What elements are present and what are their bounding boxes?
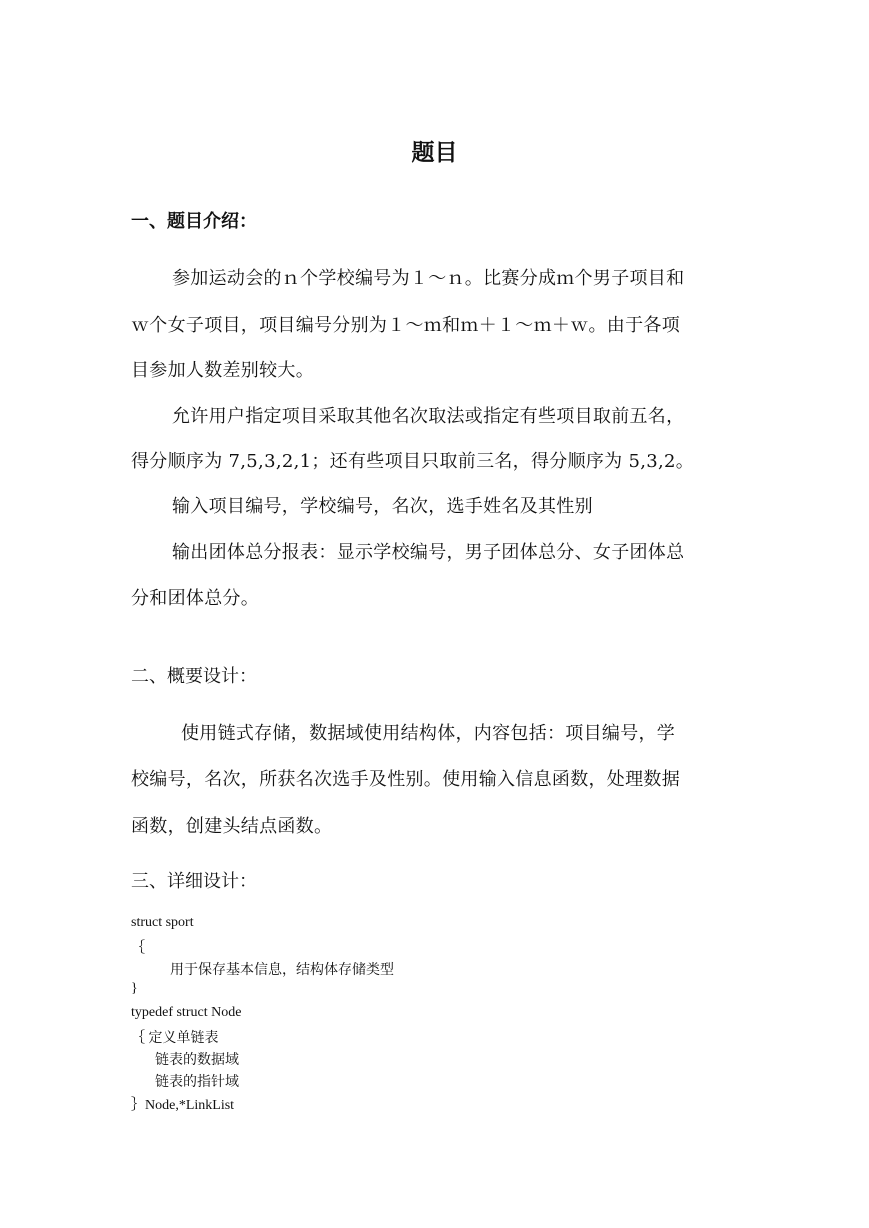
intro-line-4: 允许用户指定项目采取其他名次取法或指定有些项目取前五名，: [172, 406, 685, 427]
intro-line-3: 目参加人数差别较大。: [131, 360, 314, 381]
intro-line-1: 参加运动会的ｎ个学校编号为１～ｎ。比赛分成ｍ个男子项目和: [172, 268, 685, 289]
section-heading-detail: 三、详细设计：: [131, 871, 257, 892]
section-heading-intro: 一、题目介绍：: [131, 211, 257, 232]
code-line-2: ｛: [131, 941, 145, 956]
intro-line-8: 分和团体总分。: [131, 588, 260, 609]
overview-line-2: 校编号，名次，所获名次选手及性别。使用输入信息函数，处理数据: [131, 769, 680, 790]
intro-line-6: 输入项目编号，学校编号，名次，选手姓名及其性别: [172, 496, 593, 517]
intro-line-5: 得分顺序为 7,5,3,2,1；还有些项目只取前三名，得分顺序为 5,3,2。: [131, 451, 695, 472]
code-line-5: typedef struct Node: [131, 1005, 242, 1020]
code-line-4: }: [131, 981, 138, 996]
code-line-1: struct sport: [131, 915, 194, 930]
code-line-8: 链表的指针域: [155, 1075, 239, 1090]
intro-line-7: 输出团体总分报表：显示学校编号，男子团体总分、女子团体总: [172, 542, 685, 563]
code-line-7: 链表的数据域: [155, 1053, 239, 1068]
intro-line-2: ｗ个女子项目，项目编号分别为１～ｍ和ｍ＋１～ｍ＋ｗ。由于各项: [131, 315, 680, 336]
section-heading-overview: 二、概要设计：: [131, 666, 257, 687]
overview-line-3: 函数，创建头结点函数。: [131, 816, 333, 837]
overview-line-1: 使用链式存储，数据域使用结构体，内容包括：项目编号，学: [181, 723, 676, 744]
page-title: 题目: [411, 140, 458, 166]
code-line-9: ｝Node,*LinkList: [131, 1098, 235, 1113]
code-line-3: 用于保存基本信息，结构体存储类型: [170, 963, 394, 978]
code-line-6: ｛ 定义单链表: [131, 1031, 219, 1046]
